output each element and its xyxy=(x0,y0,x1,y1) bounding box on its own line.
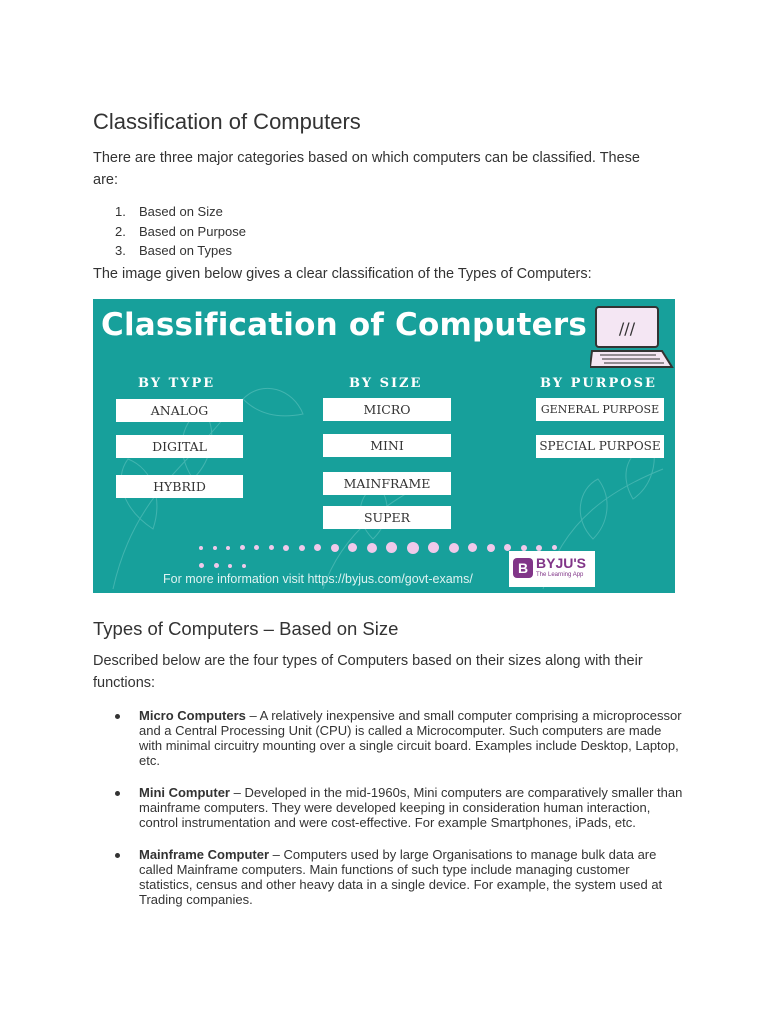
laptop-icon xyxy=(590,305,674,369)
dot-icon xyxy=(468,543,477,552)
byjus-logo-tagline: The Learning App xyxy=(536,572,584,578)
dot-icon xyxy=(299,545,305,551)
categories-list xyxy=(93,202,493,261)
dot-icon xyxy=(331,544,339,552)
category-box: MAINFRAME xyxy=(323,472,451,495)
bullet-icon xyxy=(115,791,120,796)
section-heading: Types of Computers – Based on Size xyxy=(93,618,399,639)
dot-icon xyxy=(240,545,245,550)
category-box: MICRO xyxy=(323,398,451,421)
term-description: – Computers used by large Organisations to manage bulk data are called Mainframe computers. Main functions of such type include managing customer statistics, census and other heavy data in a single device. For example, the system used at Trading companies. xyxy=(139,847,663,907)
bullet-icon xyxy=(115,714,120,719)
dot-icon xyxy=(242,564,246,568)
list-item xyxy=(93,847,683,907)
intro-paragraph: There are three major categories based on which computers can be classified. These are: xyxy=(93,150,640,188)
laptop-screen-text: /// xyxy=(618,319,636,338)
category-box: ANALOG xyxy=(116,399,243,422)
infographic-footer: For more information visit https://byjus.com/govt-exams/ xyxy=(163,572,473,586)
dot-icon xyxy=(283,545,289,551)
dot-icon xyxy=(199,563,204,568)
category-box: SPECIAL PURPOSE xyxy=(536,435,664,458)
term-description: – Developed in the mid-1960s, Mini computers are comparatively smaller than mainframe computers. They were developed keeping in consideration human interaction, control instrumentation and were cost-effective. For example Smartphones, iPads, etc. xyxy=(139,785,683,830)
list-item xyxy=(93,708,683,768)
dot-icon xyxy=(226,546,230,550)
list-item xyxy=(93,202,493,222)
size-types-list xyxy=(93,708,683,924)
by-size-heading: BY SIZE xyxy=(349,376,423,391)
list-item-label: Based on Purpose xyxy=(139,223,246,239)
dot-icon xyxy=(386,542,397,553)
dot-icon xyxy=(428,542,439,553)
category-box: MINI xyxy=(323,434,451,457)
dot-icon xyxy=(552,545,557,550)
classification-infographic xyxy=(93,299,675,593)
bullet-icon xyxy=(115,853,120,858)
list-number: 1. xyxy=(115,204,126,219)
dot-icon xyxy=(407,542,419,554)
list-number: 2. xyxy=(115,223,126,239)
infographic-title: Classification of Computers xyxy=(101,307,588,343)
dot-icon xyxy=(367,543,377,553)
page-title: Classification of Computers xyxy=(93,109,361,134)
category-box: HYBRID xyxy=(116,475,243,498)
term-description: – A relatively inexpensive and small computer comprising a microprocessor and a Central Processing Unit (CPU) is called a Microcomputer. Such computers are made with minimal circuitry mounting over a single circuit board. Examples include Desktop, Laptop, etc. xyxy=(139,708,682,768)
list-item-label: Based on Types xyxy=(139,243,232,258)
dot-icon xyxy=(521,545,527,551)
list-item xyxy=(93,222,493,242)
term: Micro Computers xyxy=(139,708,246,723)
byjus-logo-name: BYJU'S xyxy=(536,555,587,571)
list-item xyxy=(93,785,683,830)
by-purpose-heading: BY PURPOSE xyxy=(540,376,657,391)
term: Mainframe Computer xyxy=(139,847,270,862)
section-intro: Described below are the four types of Computers based on their sizes along with their functions: xyxy=(93,653,643,691)
dot-icon xyxy=(269,545,274,550)
by-type-heading: BY TYPE xyxy=(138,376,216,391)
list-item-label: Based on Size xyxy=(139,204,223,219)
dot-icon xyxy=(536,545,542,551)
image-caption: The image given below gives a clear classification of the Types of Computers: xyxy=(93,266,592,282)
dot-icon xyxy=(487,544,495,552)
dot-icon xyxy=(228,564,232,568)
dot-icon xyxy=(214,563,219,568)
term: Mini Computer xyxy=(139,785,230,800)
dot-icon xyxy=(199,546,203,550)
byjus-logo-icon: B xyxy=(513,558,533,578)
list-item xyxy=(93,241,493,261)
category-box: SUPER xyxy=(323,506,451,529)
dot-icon xyxy=(213,546,217,550)
dot-icon xyxy=(348,543,357,552)
dot-icon xyxy=(314,544,321,551)
dot-icon xyxy=(449,543,459,553)
dot-icon xyxy=(254,545,259,550)
category-box: DIGITAL xyxy=(116,435,243,458)
list-number: 3. xyxy=(115,243,126,258)
category-box: GENERAL PURPOSE xyxy=(536,398,664,421)
byjus-logo xyxy=(509,551,595,587)
